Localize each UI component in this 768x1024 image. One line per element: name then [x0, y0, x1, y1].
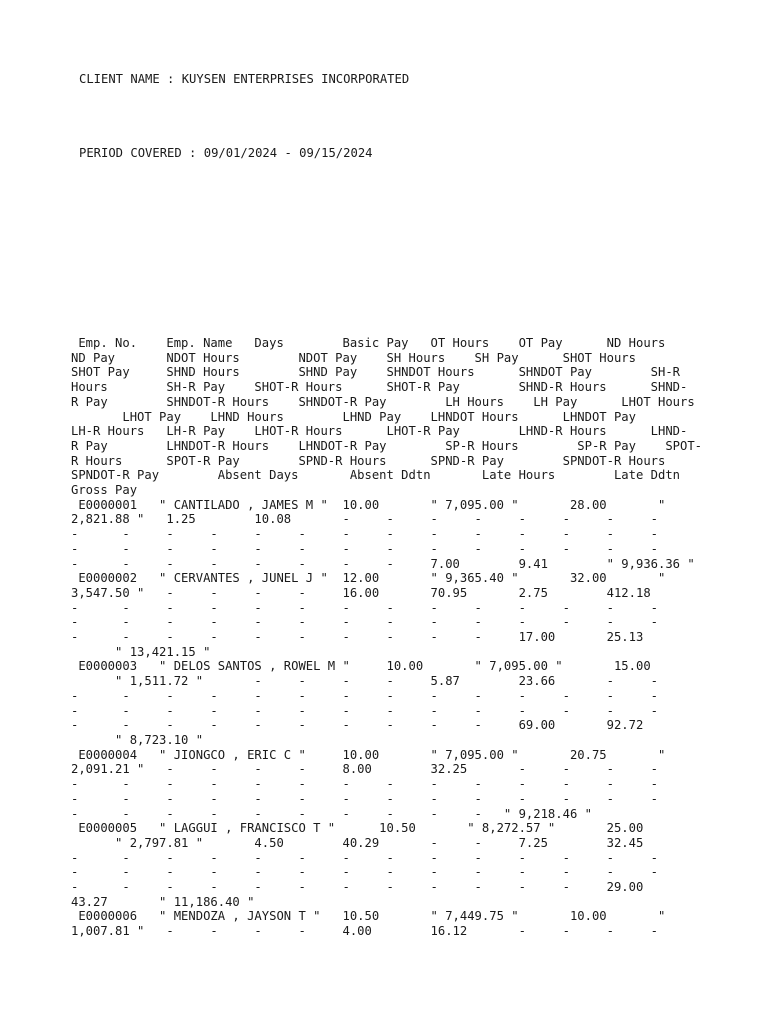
report-line: E0000001 " CANTILADO , JAMES M " 10.00 " 7,095.00 " 28.00 "	[71, 497, 666, 512]
report-line: - - - - - - - - - - - - - -	[71, 777, 658, 792]
report-line: - - - - - - - - - - 17.00 25.13	[71, 630, 644, 645]
report-line: - - - - - - - - - - - - - -	[71, 527, 658, 542]
report-line: R Pay SHNDOT-R Hours SHNDOT-R Pay LH Hours LH Pay LHOT Hours	[71, 394, 695, 409]
report-line: - - - - - - - - - - - - - -	[71, 850, 658, 865]
report-line: 1,007.81 " - - - - 4.00 16.12 - - - -	[71, 924, 658, 939]
report-line: - - - - - - - - - - - - - -	[71, 703, 658, 718]
report-line: - - - - - - - - - - 69.00 92.72	[71, 718, 644, 733]
report-line: R Hours SPOT-R Pay SPND-R Hours SPND-R Pay SPNDOT-R Hours	[71, 453, 666, 468]
report-line: " 8,723.10 "	[71, 732, 204, 747]
report-line: - - - - - - - - - - - - - -	[71, 791, 658, 806]
report-line: SHOT Pay SHND Hours SHND Pay SHNDOT Hours SHNDOT Pay SH-R	[71, 365, 681, 380]
report-line: E0000002 " CERVANTES , JUNEL J " 12.00 " 9,365.40 " 32.00 "	[71, 571, 666, 586]
report-line: E0000004 " JIONGCO , ERIC C " 10.00 " 7,095.00 " 20.75 "	[71, 747, 666, 762]
report-line: Hours SH-R Pay SHOT-R Hours SHOT-R Pay SHND-R Hours SHND-	[71, 380, 688, 395]
report-line: 43.27 " 11,186.40 "	[71, 894, 255, 909]
report-line: - - - - - - - - - - - - - -	[71, 615, 658, 630]
report-line: E0000006 " MENDOZA , JAYSON T " 10.50 " 7,449.75 " 10.00 "	[71, 909, 666, 924]
report-line: - - - - - - - - - - " 9,218.46 "	[71, 806, 592, 821]
report-line: - - - - - - - - - - - - - -	[71, 600, 658, 615]
report-line: " 1,511.72 " - - - - 5.87 23.66 - -	[71, 674, 658, 689]
report-line: R Pay LHNDOT-R Hours LHNDOT-R Pay SP-R Hours SP-R Pay SPOT-	[71, 438, 703, 453]
report-line: Emp. No. Emp. Name Days Basic Pay OT Hours OT Pay ND Hours	[71, 336, 666, 350]
payroll-report-body	[71, 336, 701, 939]
report-line: 2,091.21 " - - - - 8.00 32.25 - - - -	[71, 762, 658, 777]
client-name-line: CLIENT NAME : KUYSEN ENTERPRISES INCORPORATED	[79, 72, 410, 86]
period-covered-line: PERIOD COVERED : 09/01/2024 - 09/15/2024	[79, 146, 373, 160]
report-line: Gross Pay	[71, 483, 138, 498]
report-line: 3,547.50 " - - - - 16.00 70.95 2.75 412.18	[71, 585, 651, 600]
report-line: - - - - - - - - - - - - - -	[71, 865, 658, 880]
report-line: E0000003 " DELOS SANTOS , ROWEL M " 10.00 " 7,095.00 " 15.00	[71, 659, 651, 674]
report-line: - - - - - - - - - - - - - -	[71, 688, 658, 703]
report-line: " 2,797.81 " 4.50 40.29 - - 7.25 32.45	[71, 835, 644, 850]
report-line: E0000005 " LAGGUI , FRANCISCO T " 10.50 " 8,272.57 " 25.00	[71, 821, 644, 836]
report-line: - - - - - - - - 7.00 9.41 " 9,936.36 "	[71, 556, 695, 571]
report-line: - - - - - - - - - - - - 29.00	[71, 880, 644, 895]
report-line: 2,821.88 " 1.25 10.08 - - - - - - - -	[71, 512, 658, 527]
report-line: - - - - - - - - - - - - - -	[71, 541, 658, 556]
report-line: ND Pay NDOT Hours NDOT Pay SH Hours SH Pay SHOT Hours	[71, 350, 636, 365]
report-line: SPNDOT-R Pay Absent Days Absent Ddtn Late Hours Late Ddtn	[71, 468, 681, 483]
report-line: LH-R Hours LH-R Pay LHOT-R Hours LHOT-R Pay LHND-R Hours LHND-	[71, 424, 688, 439]
report-line: " 13,421.15 "	[71, 644, 211, 659]
report-line: LHOT Pay LHND Hours LHND Pay LHNDOT Hours LHNDOT Pay	[71, 409, 636, 424]
